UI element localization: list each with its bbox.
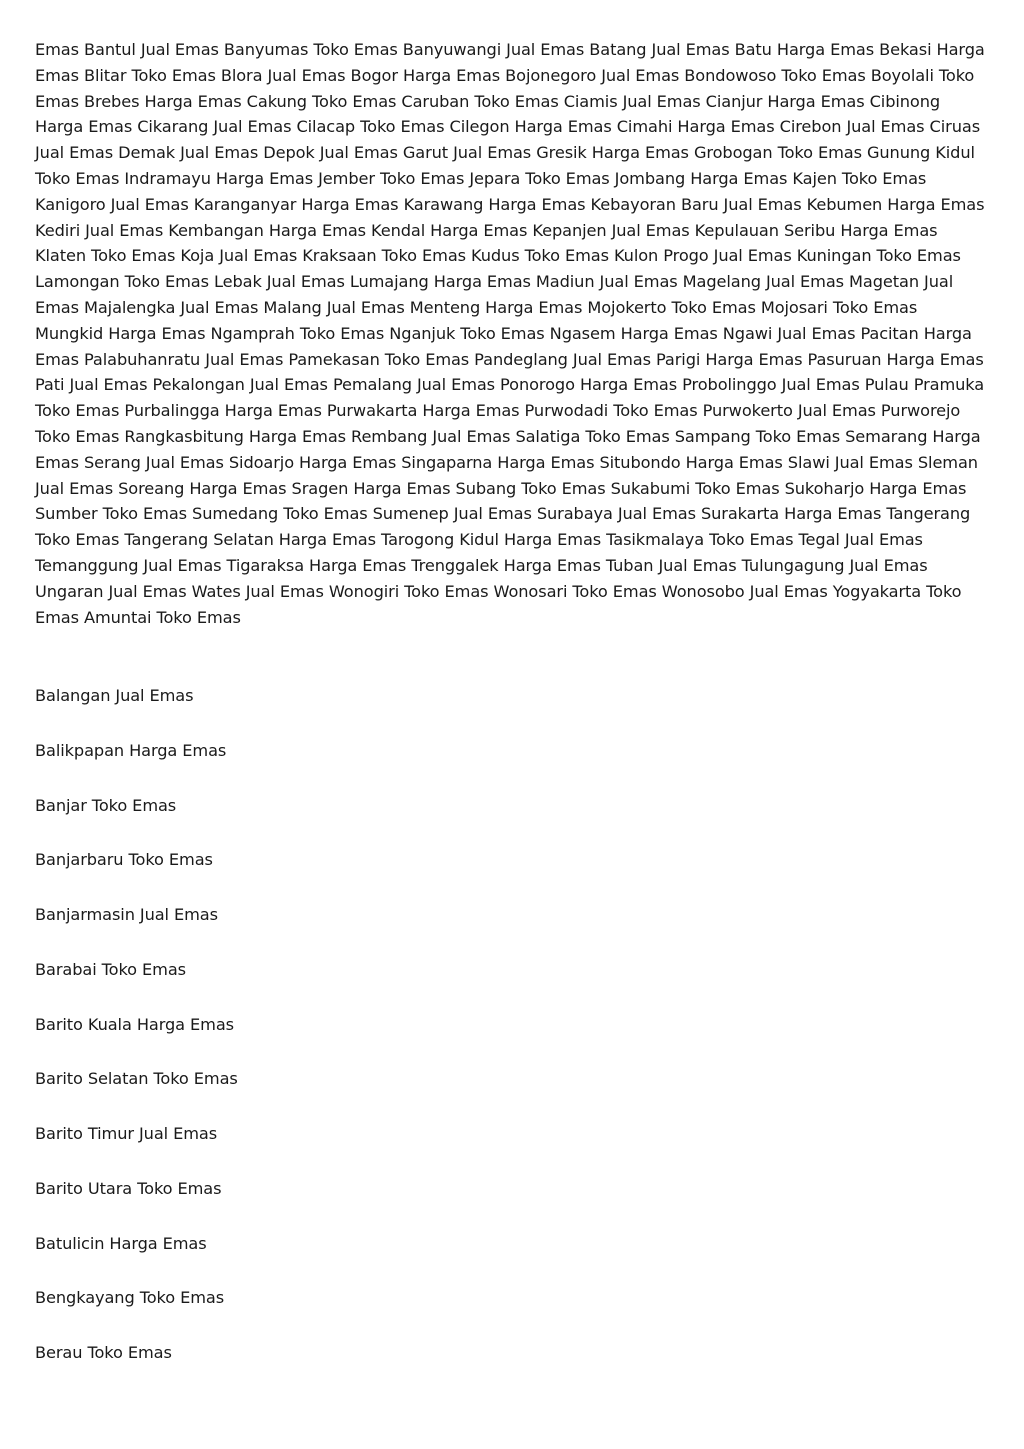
document-page: [35, 37, 989, 1362]
list-item: Balikpapan Harga Emas: [35, 740, 227, 760]
body-paragraph: Emas Bantul Jual Emas Banyumas Toko Emas Banyuwangi Jual Emas Batang Jual Emas Batu Harga Emas Bekasi Harga Emas Blitar Toko Emas Blora Jual Emas Bogor Harga Emas Bojonegoro Jual Emas Bondowoso Toko Emas Boyolali Toko Emas Brebes Harga Emas Cakung Toko Emas Caruban Toko Emas Ciamis Jual Emas Cianjur Harga Emas Cibinong Harga Emas Cikarang Jual Emas Cilacap Toko Emas Cilegon Harga Emas Cimahi Harga Emas Cirebon Jual Emas Ciruas Jual Emas Demak Jual Emas Depok Jual Emas Garut Jual Emas Gresik Harga Emas Grobogan Toko Emas Gunung Kidul Toko Emas Indramayu Harga Emas Jember Toko Emas Jepara Toko Emas Jombang Harga Emas Kajen Toko Emas Kanigoro Jual Emas Karanganyar Harga Emas Karawang Harga Emas Kebayoran Baru Jual Emas Kebumen Harga Emas Kediri Jual Emas Kembangan Harga Emas Kendal Harga Emas Kepanjen Jual Emas Kepulauan Seribu Harga Emas Klaten Toko Emas Koja Jual Emas Kraksaan Toko Emas Kudus Toko Emas Kulon Progo Jual Emas Kuningan Toko Emas Lamongan Toko Emas Lebak Jual Emas Lumajang Harga Emas Madiun Jual Emas Magelang Jual Emas Magetan Jual Emas Majalengka Jual Emas Malang Jual Emas Menteng Harga Emas Mojokerto Toko Emas Mojosari Toko Emas Mungkid Harga Emas Ngamprah Toko Emas Nganjuk Toko Emas Ngasem Harga Emas Ngawi Jual Emas Pacitan Harga Emas Palabuhanratu Jual Emas Pamekasan Toko Emas Pandeglang Jual Emas Parigi Harga Emas Pasuruan Harga Emas Pati Jual Emas Pekalongan Jual Emas Pemalang Jual Emas Ponorogo Harga Emas Probolinggo Jual Emas Pulau Pramuka Toko Emas Purbalingga Harga Emas Purwakarta Harga Emas Purwodadi Toko Emas Purwokerto Jual Emas Purworejo Toko Emas Rangkasbitung Harga Emas Rembang Jual Emas Salatiga Toko Emas Sampang Toko Emas Semarang Harga Emas Serang Jual Emas Sidoarjo Harga Emas Singaparna Harga Emas Situbondo Harga Emas Slawi Jual Emas Sleman Jual Emas Soreang Harga Emas Sragen Harga Emas Subang Toko Emas Sukabumi Toko Emas Sukoharjo Harga Emas Sumber Toko Emas Sumedang Toko Emas Sumenep Jual Emas Surabaya Jual Emas Surakarta Harga Emas Tangerang Toko Emas Tangerang Selatan Harga Emas Tarogong Kidul Harga Emas Tasikmalaya Toko Emas Tegal Jual Emas Temanggung Jual Emas Tigaraksa Harga Emas Trenggalek Harga Emas Tuban Jual Emas Tulungagung Jual Emas Ungaran Jual Emas Wates Jual Emas Wonogiri Toko Emas Wonosari Toko Emas Wonosobo Jual Emas Yogyakarta Toko Emas Amuntai Toko Emas: [35, 40, 985, 627]
list-item: Balangan Jual Emas: [35, 686, 194, 705]
list-item: Bengkayang Toko Emas: [35, 1288, 225, 1308]
list-item: Barito Utara Toko Emas: [35, 1178, 222, 1198]
list-item: Banjarmasin Jual Emas: [35, 905, 218, 924]
list-item: Berau Toko Emas: [35, 1343, 172, 1362]
location-list: [35, 685, 238, 1397]
list-item: Banjar Toko Emas: [35, 795, 177, 815]
list-item: Batulicin Harga Emas: [35, 1233, 207, 1253]
list-item: Barito Timur Jual Emas: [35, 1124, 218, 1143]
list-item: Banjarbaru Toko Emas: [35, 850, 213, 870]
list-item: Barabai Toko Emas: [35, 959, 186, 979]
list-item: Barito Selatan Toko Emas: [35, 1069, 238, 1089]
list-item: Barito Kuala Harga Emas: [35, 1014, 234, 1034]
